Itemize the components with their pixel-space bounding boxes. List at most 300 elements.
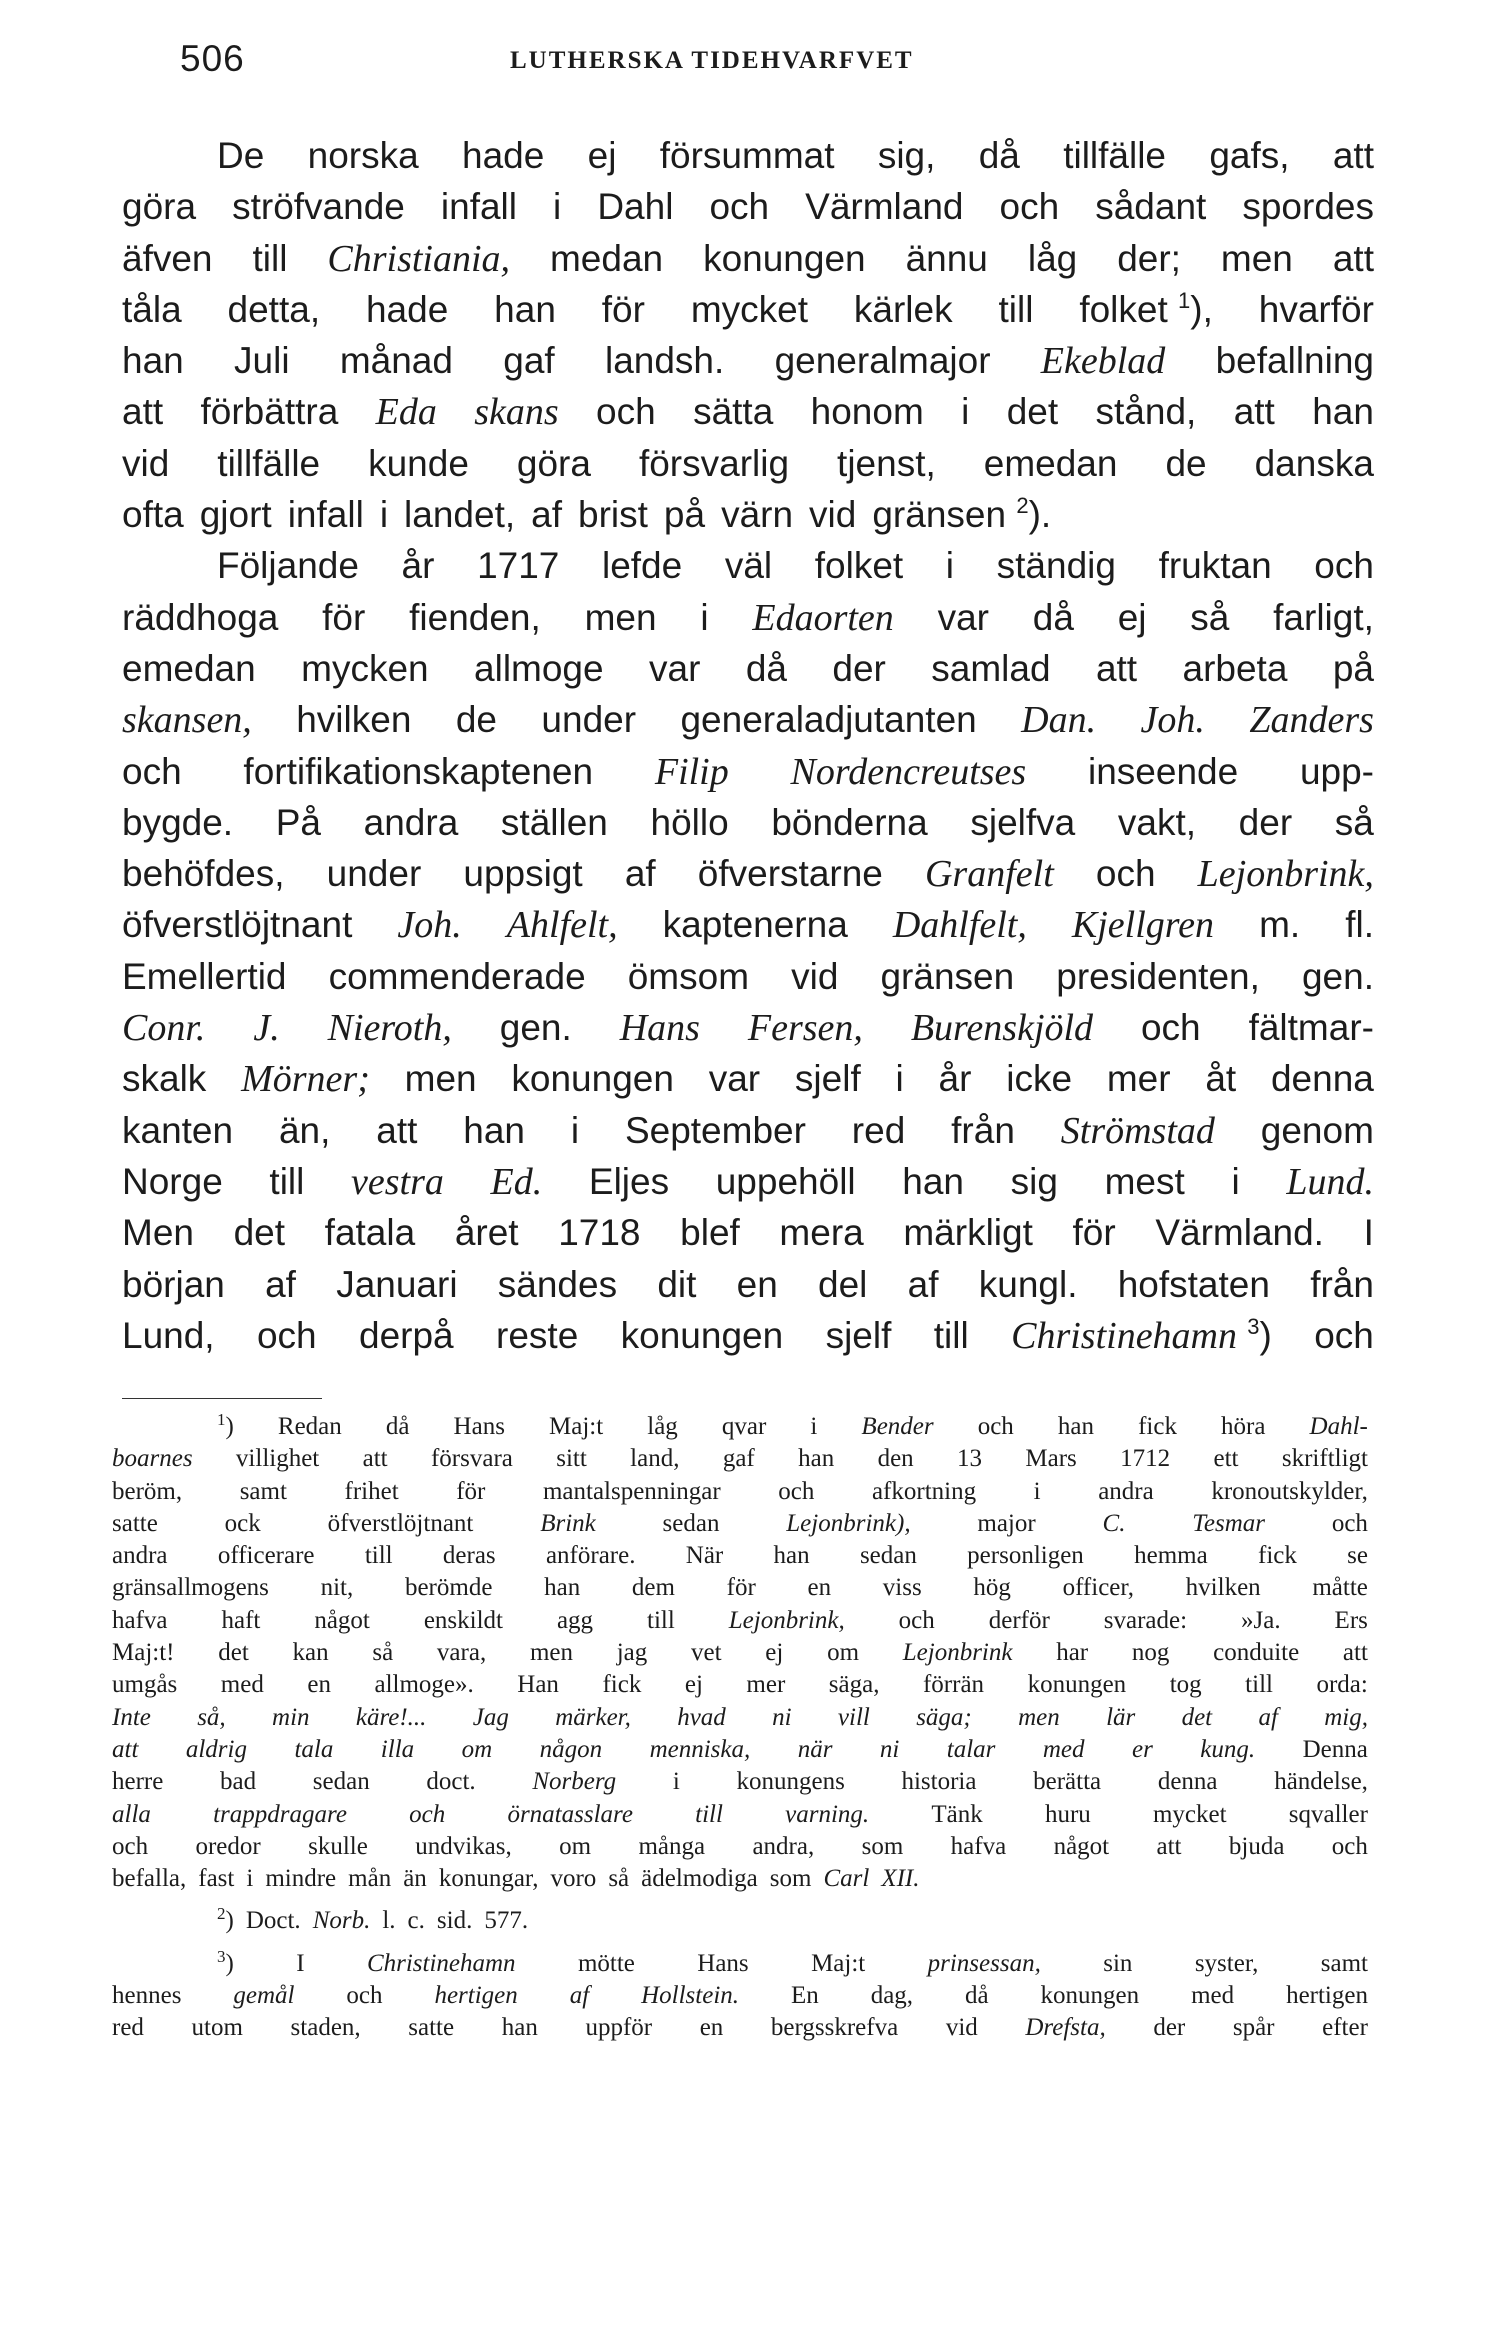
word: »Ja. [1241,1606,1281,1634]
word: gafs, [1209,135,1290,176]
word: Kjellgren [1071,904,1215,947]
word: i [1033,1477,1041,1505]
word: talar [946,1735,996,1763]
word: mig, [1324,1703,1368,1731]
word: hertigen [434,1982,518,2010]
word: Filip [654,750,729,793]
word: af [1258,1703,1278,1731]
word: Doct. [245,1907,301,1935]
word: för [322,596,366,638]
word: Ekeblad [1040,340,1166,383]
word: öfverstarne [697,853,883,895]
word: presidenten, [1056,955,1260,997]
note-marker: 1 [1178,287,1191,313]
word: farligt, [1273,596,1374,638]
word: qvar [721,1413,767,1440]
word: Hans [619,1007,700,1050]
word: och [409,1800,446,1828]
word: många [638,1832,706,1860]
word: historia [901,1768,977,1796]
word: undvikas, [415,1832,512,1860]
footnotes [112,1411,1368,2045]
word: var [708,1058,761,1100]
word: se [1347,1542,1368,1570]
word: ej [1117,596,1147,638]
word: voro [550,1865,597,1893]
word: gjort [199,494,272,536]
word: till [695,1800,723,1828]
word: Joh. [1140,699,1205,742]
word: illa [380,1735,415,1763]
word: till [364,1542,393,1570]
word: vara, [436,1639,487,1667]
word: mest [1104,1160,1185,1202]
word: och [122,750,182,792]
word: öfverstlöjtnant [122,904,353,946]
word: hade [365,288,449,330]
word: men [584,596,657,638]
word: behöfdes, [122,853,285,895]
word: De [217,135,265,176]
word: kungl. [978,1263,1078,1305]
word: bygde. [122,801,234,843]
word: till [252,237,288,279]
word: blef [680,1212,740,1254]
word: det [233,1212,286,1254]
word: Tesmar [1192,1509,1265,1537]
word: om [559,1832,592,1860]
word: så [1334,801,1374,843]
word: Maj:t [549,1413,604,1440]
word: tåla [122,288,182,330]
word: för [1072,1212,1116,1254]
word: förbättra [200,391,339,433]
word: tillfälle [217,442,321,484]
word: viss [882,1574,922,1602]
footnote-line [112,1605,1368,1637]
word: konungen [511,1058,674,1100]
text-line [122,1207,1374,1258]
word: fick [602,1671,642,1699]
word: vid [122,442,170,484]
word: Nieroth, [327,1007,452,1050]
word: icke [1006,1058,1073,1100]
word: dem [631,1574,675,1602]
word: ströfvande [232,186,405,228]
word: land, [630,1445,680,1473]
word: nit, [320,1574,354,1602]
word: genom [1260,1109,1374,1151]
footnote-line [112,1411,1368,1443]
word: låg [1027,237,1078,279]
footnote-line [112,1476,1368,1508]
word: Värmland. [1155,1212,1324,1254]
word: värn [721,494,794,536]
word: folket $^1$), [1079,287,1213,330]
word: medan [549,237,664,279]
word: hvilken [296,699,412,741]
word: min [272,1703,310,1731]
word: XII. [881,1865,920,1893]
word: dag, [870,1982,914,2010]
word: då [1032,596,1074,638]
word: Dahlfelt, [892,904,1027,947]
word: trappdragare [213,1800,347,1828]
word: Ed. [490,1160,543,1203]
word: På [275,801,321,843]
word: af [531,494,562,536]
word: gaf [722,1445,755,1473]
word: frihet [344,1477,399,1505]
word: 577. [484,1907,529,1935]
word: han [122,340,184,382]
word: sätta [693,391,774,433]
word: efter [1322,2014,1368,2042]
word: och [596,391,656,433]
word: låg [647,1413,678,1440]
word: vid [791,955,839,997]
word: Nordencreutses [790,750,1027,793]
word: konungen [703,237,866,279]
note-marker: 2 [217,1904,226,1924]
word: i [379,494,389,536]
note-marker: 2 [1016,493,1029,519]
word: I [1363,1212,1374,1254]
word: och [1331,1509,1368,1537]
text-line [122,489,1374,540]
word: konungens [736,1768,845,1796]
word: Dan. [1021,699,1097,742]
word: inseende [1087,750,1239,792]
word: orda: [1316,1671,1368,1699]
word: satte [408,2014,455,2042]
word: deras [442,1542,496,1570]
word: öfverstlöjtnant [327,1509,474,1537]
word: konungar, [438,1865,539,1893]
word: utom [191,2014,243,2042]
word: red [851,1109,906,1151]
word: försummat [659,135,835,176]
word: Värmland [805,186,964,228]
word: der [1153,2014,1186,2042]
word: vestra [351,1160,444,1203]
word: detta, [227,288,321,330]
word: sådant [1095,186,1207,228]
word: af [624,853,656,895]
word: gränsen $^2$). [872,493,1052,536]
word: som [769,1865,812,1893]
word: Christiania, [327,237,511,280]
word: Denna [1302,1735,1368,1763]
word: och [1331,1832,1368,1860]
word: till [647,1606,675,1634]
word: infall [287,494,364,536]
word: något [314,1606,370,1634]
word: villighet [235,1445,320,1473]
word: ej [765,1639,784,1667]
word: agg [556,1606,594,1634]
word: der [832,647,886,689]
word: fienden, [409,596,541,638]
word: och [977,1413,1014,1440]
word: som [861,1832,904,1860]
word: Norb. [312,1907,371,1935]
word: det [218,1639,249,1667]
word: Zanders [1249,699,1374,742]
word: Hans [697,1949,749,1977]
word: Norge [122,1160,223,1202]
word: att [376,1109,418,1151]
text-line [122,1002,1374,1053]
text-line [122,386,1374,437]
footnote-line [112,2012,1368,2044]
word: var [937,596,989,638]
word: andra, [752,1832,815,1860]
word: $^2$) [217,1904,234,1935]
word: Maj:t [811,1949,866,1977]
word: honom [810,391,924,433]
word: Mörner; [241,1058,370,1101]
word: i [672,1768,680,1796]
word: i [961,391,970,433]
text-line [122,181,1374,232]
word: personligen [967,1542,1084,1570]
word: så, [197,1703,226,1731]
word: att [1233,391,1275,433]
note-marker: 3 [217,1946,226,1966]
word: Christinehamn [366,1949,516,1977]
footnote-line [112,1766,1368,1798]
word: men [404,1058,477,1100]
word: ömsom [627,955,750,997]
word: enskildt [423,1606,503,1634]
word: När [685,1542,724,1570]
word: Lejonbrink), [786,1509,911,1537]
word: Eda [375,391,437,434]
word: skriftligt [1281,1445,1368,1473]
word: till [269,1160,305,1202]
word: skans [474,391,559,434]
word: af [265,1263,296,1305]
word: fruktan [1158,545,1272,587]
word: ständig [996,545,1116,587]
word: varning. [785,1800,870,1828]
word: kronoutskylder, [1211,1477,1368,1505]
footnote-gap [112,1938,1368,1948]
word: nog [1131,1639,1170,1667]
word: satte [112,1509,158,1537]
word: ni [879,1735,900,1763]
word: Granfelt [924,853,1054,896]
word: göra [516,442,591,484]
text-line [122,797,1374,848]
word: han [902,1160,965,1202]
word: Juli [234,340,290,382]
note-marker: 3 [1247,1313,1260,1339]
word: Lejonbrink, [1197,853,1374,896]
word: Mars [1025,1445,1077,1473]
word: brist [578,494,648,536]
word: konungen [1027,1671,1127,1699]
word: örnatasslare [507,1800,633,1828]
word: gen. [499,1007,572,1049]
word: måtte [1312,1574,1368,1602]
word: menniska, [649,1735,751,1763]
word: allmoge [474,647,604,689]
word: generalmajor [774,340,991,382]
word: och [256,1314,317,1356]
word: någon [539,1735,603,1763]
word: spår [1232,2014,1275,2042]
word: då [964,1982,989,2010]
word: hade [462,135,545,176]
word: skulle [308,1832,368,1860]
word: höra [1221,1413,1266,1440]
text-line [122,1105,1374,1156]
text-line [122,438,1374,489]
footnote-line [112,1540,1368,1572]
word: i [1231,1160,1240,1202]
word: 13 [957,1445,983,1473]
word: tala [294,1735,334,1763]
footnote-line [112,1572,1368,1604]
word: för [456,1477,486,1505]
text-line [122,1156,1374,1207]
word: red [112,2014,144,2042]
word: då [385,1413,410,1440]
word: berätta [1033,1768,1102,1796]
footnote-line [112,1831,1368,1863]
word: höllo [650,801,729,843]
word: han [1057,1413,1094,1440]
word: kanten [122,1109,234,1151]
word: Conr. [122,1007,206,1050]
word: der; [1117,237,1181,279]
word: händelse, [1274,1768,1368,1796]
word: för [601,288,645,330]
word: mer [746,1671,786,1699]
word: Ahlfelt, [506,904,618,947]
word: sitt [556,1445,587,1473]
word: generaladjutanten [680,699,977,741]
word: Carl [823,1865,870,1893]
word: under [541,699,637,741]
text-line [122,592,1374,643]
word: Januari [336,1263,458,1305]
word: ännu [905,237,988,279]
word: landsh. [604,340,725,382]
word: landet, [404,494,516,536]
word: då [745,647,787,689]
word: göra [122,186,197,228]
word: och [778,1477,815,1505]
word: för [726,1574,756,1602]
word: och [1314,1314,1374,1356]
word: Hollstein. [641,1982,740,2010]
word: att [1332,237,1374,279]
word: del [818,1263,868,1305]
word: huru [1044,1800,1091,1828]
word: Maj:t! [112,1639,175,1667]
main-text [122,130,1374,1361]
word: samt [239,1477,287,1505]
word: Burenskjöld [910,1007,1094,1050]
word: åt [1205,1058,1237,1100]
word: det [1006,391,1059,433]
word: berömde [404,1574,493,1602]
word: 1717 [477,545,560,587]
word: vid [809,494,857,536]
word: spordes [1242,186,1374,228]
word: sin [1103,1949,1133,1977]
word: commenderade [328,955,586,997]
word: Dahl [597,186,674,228]
word: dit [657,1263,697,1305]
text-line [122,694,1374,745]
word: afkortning [871,1477,977,1505]
word: på [663,494,706,536]
word: fatala [324,1212,416,1254]
word: hvarför [1258,288,1374,330]
word: och [898,1606,935,1634]
word: men [1018,1703,1060,1731]
word: gränsen [880,955,1015,997]
word: En [790,1982,819,2010]
word: andra [363,801,459,843]
word: och [1140,1007,1201,1049]
word: denna [1157,1768,1218,1796]
word: med [1191,1982,1235,2010]
word: sedan [312,1768,370,1796]
word: anförare. [545,1542,636,1570]
word: konungen [1040,1982,1140,2010]
word: att [1332,135,1374,176]
word: månad [339,340,453,382]
word: svarade: [1103,1606,1188,1634]
word: danska [1254,442,1374,484]
word: ej [587,135,617,176]
word: lär [1106,1703,1136,1731]
word: året [454,1212,519,1254]
word: kan [292,1639,329,1667]
text-line [122,899,1374,950]
page-number: 506 [180,38,245,79]
footnote-line [112,1702,1368,1734]
text-line [122,1259,1374,1310]
word: skansen, [122,699,252,742]
word: bönderna [771,801,928,843]
word: i [246,1865,254,1893]
word: hemma [1134,1542,1208,1570]
word: Brink [540,1509,596,1537]
word: bergsskrefva [770,2014,899,2042]
word: Redan [277,1413,342,1440]
word: hertigen [1286,1982,1368,2010]
word: att [362,1445,388,1473]
word: i [700,596,709,638]
word: ock [224,1509,261,1537]
word: år [938,1058,972,1100]
word: 1718 [558,1212,641,1254]
word: sjelf [825,1314,892,1356]
word: upp- [1299,750,1374,792]
word: när [797,1735,833,1763]
footnote-line [112,1905,1368,1937]
word: ett [1213,1445,1239,1473]
word: säga, [828,1671,880,1699]
running-title: LUTHERSKA TIDEHVARFVET [510,47,914,74]
word: arbeta [1182,647,1288,689]
